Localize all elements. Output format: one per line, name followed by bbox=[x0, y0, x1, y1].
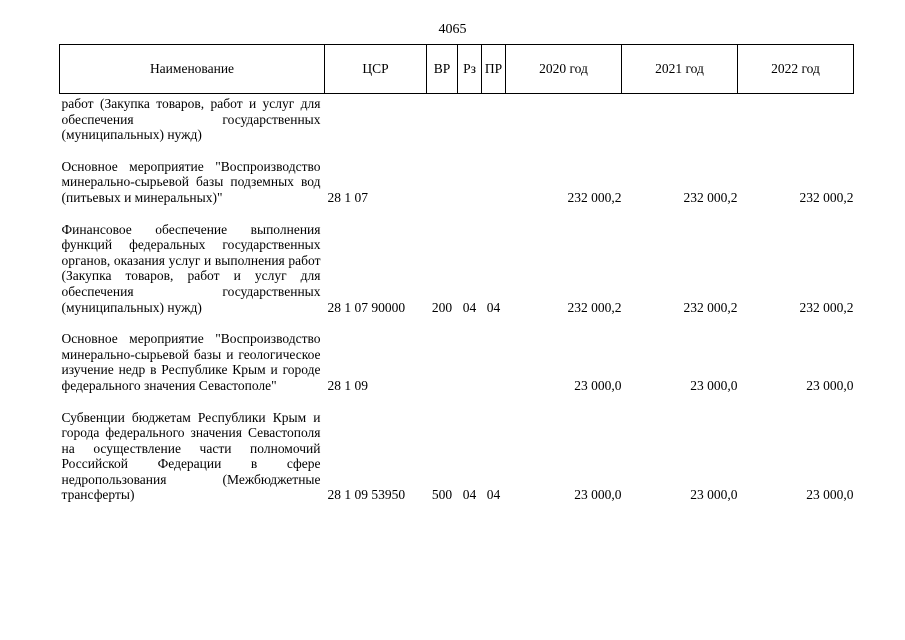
row-vr bbox=[427, 331, 458, 393]
row-name: Субвенции бюджетам Республики Крым и города федерального значения Севастополя на осуществление части полномочий Российской Федерации в сфере недропользования (Межбюджетные трансферты) bbox=[61, 409, 321, 503]
row-name: Основное мероприятие "Воспроизводство минерально-сырьевой базы подземных вод (питьевых и минеральных)" bbox=[61, 158, 321, 205]
row-2020: 23 000,0 bbox=[574, 487, 622, 503]
table-row bbox=[60, 222, 854, 316]
row-rz bbox=[458, 331, 482, 393]
row-pr: 04 bbox=[486, 299, 501, 315]
table-row bbox=[60, 159, 854, 206]
row-csr bbox=[325, 94, 427, 143]
row-2020 bbox=[506, 94, 622, 143]
row-2022: 232 000,2 bbox=[799, 189, 854, 205]
row-name: Финансовое обеспечение выполнения функций федеральных государственных органов, оказания услуг и выполнения работ (Закупка товаров, работ и услуг для обеспечения государственных (муниципальных) нужд) bbox=[61, 221, 321, 315]
row-pr bbox=[482, 159, 506, 206]
row-name: Основное мероприятие "Воспроизводство минерально-сырьевой базы и геологическое изучение недр в Республике Крым и городе федерального значения Севастополе" bbox=[61, 331, 321, 393]
row-spacer bbox=[60, 394, 854, 410]
header-pr: ПР bbox=[482, 45, 506, 94]
row-2021: 23 000,0 bbox=[690, 487, 738, 503]
row-pr bbox=[482, 94, 506, 143]
row-name: работ (Закупка товаров, работ и услуг для обеспечения государственных (муниципальных) нужд) bbox=[61, 96, 321, 143]
table-row bbox=[60, 94, 854, 143]
row-2022: 232 000,2 bbox=[799, 299, 854, 315]
row-2021: 232 000,2 bbox=[683, 189, 738, 205]
header-rz: Рз bbox=[458, 45, 482, 94]
row-csr: 28 1 09 53950 bbox=[327, 487, 406, 503]
row-2020: 23 000,0 bbox=[574, 377, 622, 393]
row-spacer bbox=[60, 206, 854, 222]
page-number: 4065 bbox=[438, 22, 467, 37]
budget-table bbox=[59, 44, 854, 503]
row-vr: 500 bbox=[431, 487, 453, 503]
table-header bbox=[60, 45, 854, 94]
row-2020: 232 000,2 bbox=[567, 299, 622, 315]
row-rz: 04 bbox=[462, 487, 477, 503]
row-2021 bbox=[622, 94, 738, 143]
row-2020: 232 000,2 bbox=[567, 189, 622, 205]
row-rz bbox=[458, 159, 482, 206]
header-2020: 2020 год bbox=[506, 45, 622, 94]
row-spacer bbox=[60, 143, 854, 159]
header-2021: 2021 год bbox=[622, 45, 738, 94]
row-2021: 232 000,2 bbox=[683, 299, 738, 315]
row-csr: 28 1 07 90000 bbox=[327, 299, 406, 315]
header-2022: 2022 год bbox=[738, 45, 854, 94]
row-2022: 23 000,0 bbox=[806, 377, 854, 393]
row-vr bbox=[427, 94, 458, 143]
row-pr: 04 bbox=[486, 487, 501, 503]
table-row bbox=[60, 410, 854, 504]
row-csr: 28 1 09 bbox=[327, 377, 368, 393]
row-2022: 23 000,0 bbox=[806, 487, 854, 503]
row-csr: 28 1 07 bbox=[327, 189, 368, 205]
table-row bbox=[60, 331, 854, 393]
row-pr bbox=[482, 331, 506, 393]
header-csr: ЦСР bbox=[325, 45, 427, 94]
row-rz: 04 bbox=[462, 299, 477, 315]
row-spacer bbox=[60, 315, 854, 331]
row-vr bbox=[427, 159, 458, 206]
header-vr: ВР bbox=[427, 45, 458, 94]
row-2021: 23 000,0 bbox=[690, 377, 738, 393]
row-vr: 200 bbox=[431, 299, 453, 315]
header-name: Наименование bbox=[60, 45, 325, 94]
row-2022 bbox=[738, 94, 854, 143]
row-rz bbox=[458, 94, 482, 143]
